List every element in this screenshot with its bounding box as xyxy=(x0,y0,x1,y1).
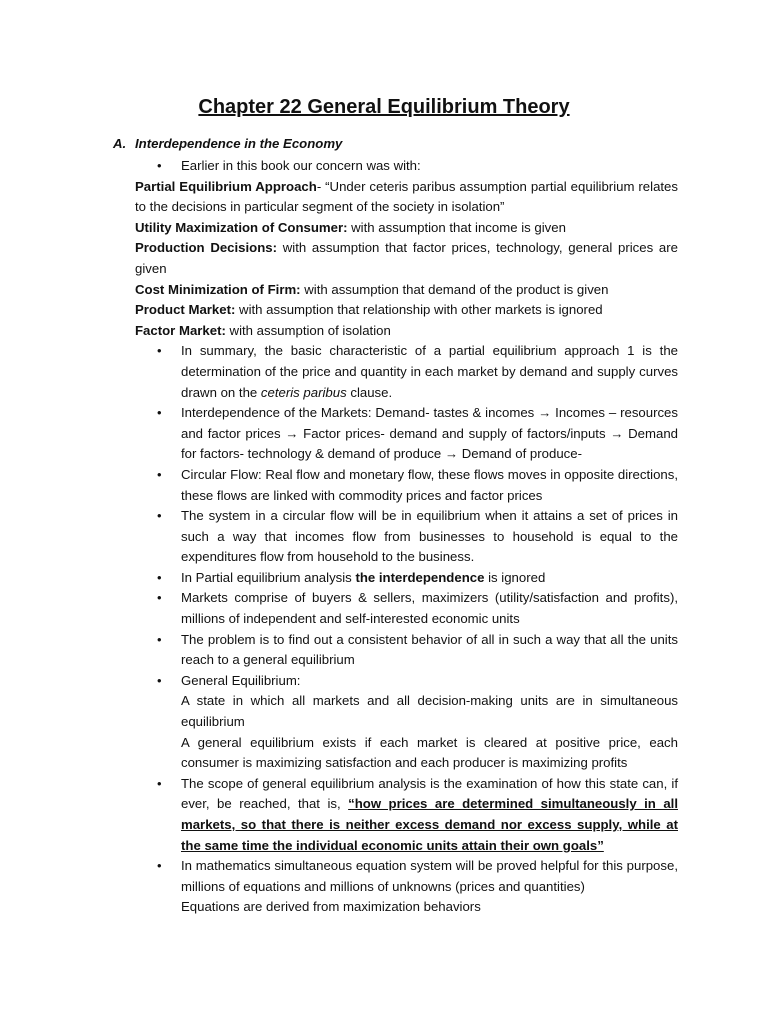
list-item: • The system in a circular flow will be in equilibrium when it attains a set of prices in such a way that incomes flow from businesses to household is equal to the expenditures flow from household to the business. xyxy=(157,508,678,565)
list-item: • In Partial equilibrium analysis the interdependence is ignored xyxy=(135,568,678,589)
bullet-icon: • xyxy=(157,405,162,421)
bullet-list xyxy=(135,341,678,918)
definition-cost-minimization: Cost Minimization of Firm: with assumption that demand of the product is given xyxy=(135,281,609,297)
list-item: • Earlier in this book our concern was with: xyxy=(135,156,678,177)
section-title: Interdependence in the Economy xyxy=(135,136,343,151)
definition-utility-maximization: Utility Maximization of Consumer: with assumption that income is given xyxy=(135,219,566,235)
list-item: • Interdependence of the Markets: Demand- tastes & incomes → Incomes – resources and factor prices → Factor prices- demand and supply of factors/inputs → Demand for factors- technology & demand of produce → Demand of produce- xyxy=(157,405,678,462)
bullet-icon: • xyxy=(157,775,162,791)
list-item: • In mathematics simultaneous equation system will be proved helpful for this purpose, millions of equations and millions of unknowns (prices and quantities) Equations are derived from maximization behaviors xyxy=(157,858,678,915)
bullet-icon: • xyxy=(157,158,162,173)
document-body xyxy=(135,156,678,918)
bullet-icon: • xyxy=(157,858,162,874)
definition-product-market: Product Market: with assumption that relationship with other markets is ignored xyxy=(135,302,603,318)
list-item: • The problem is to find out a consistent behavior of all in such a way that all the units reach to a general equilibrium xyxy=(157,631,678,668)
list-item: • Circular Flow: Real flow and monetary flow, these flows moves in opposite directions, these flows are linked with commodity prices and factor prices xyxy=(157,466,678,503)
list-item: • In summary, the basic characteristic of a partial equilibrium approach 1 is the determination of the price and quantity in each market by demand and supply curves drawn on the ceteris paribus clause. xyxy=(157,343,678,400)
page-title: Chapter 22 General Equilibrium Theory xyxy=(198,96,570,118)
list-item: • The scope of general equilibrium analysis is the examination of how this state can, if ever, be reached, that is, “how prices are determined simultaneously in all markets, so that there is neither excess demand nor excess supply, while at the same time the individual economic units attain their own goals” xyxy=(157,775,678,853)
section-heading xyxy=(113,136,342,151)
list-item: • General Equilibrium: A state in which all markets and all decision-making units are in simultaneous equilibrium A general equilibrium exists if each market is cleared at positive price, each consumer is maximizing satisfaction and each producer is maximizing profits xyxy=(157,672,678,771)
section-letter: A. xyxy=(113,136,127,151)
intro-list xyxy=(135,156,678,177)
bullet-icon: • xyxy=(157,343,162,359)
bullet-icon: • xyxy=(157,466,162,482)
definition-production-decisions: Production Decisions: with assumption that factor prices, technology, general prices are given xyxy=(135,240,678,276)
bullet-icon: • xyxy=(157,590,162,606)
bullet-icon: • xyxy=(157,672,162,688)
definition-factor-market: Factor Market: with assumption of isolation xyxy=(135,322,391,338)
definition-partial-equilibrium: Partial Equilibrium Approach- “Under ceteris paribus assumption partial equilibrium relates to the decisions in particular segment of the society in isolation” xyxy=(135,178,678,215)
bullet-icon: • xyxy=(157,569,162,585)
bullet-icon: • xyxy=(157,508,162,524)
list-item: • Markets comprise of buyers & sellers, maximizers (utility/satisfaction and profits), millions of independent and self-interested economic units xyxy=(157,590,678,627)
emphasized-quote: “how prices are determined simultaneously in all markets, so that there is neither excess demand nor excess supply, while at the same time the individual economic units attain their own goals” xyxy=(181,796,678,853)
bullet-icon: • xyxy=(157,631,162,647)
